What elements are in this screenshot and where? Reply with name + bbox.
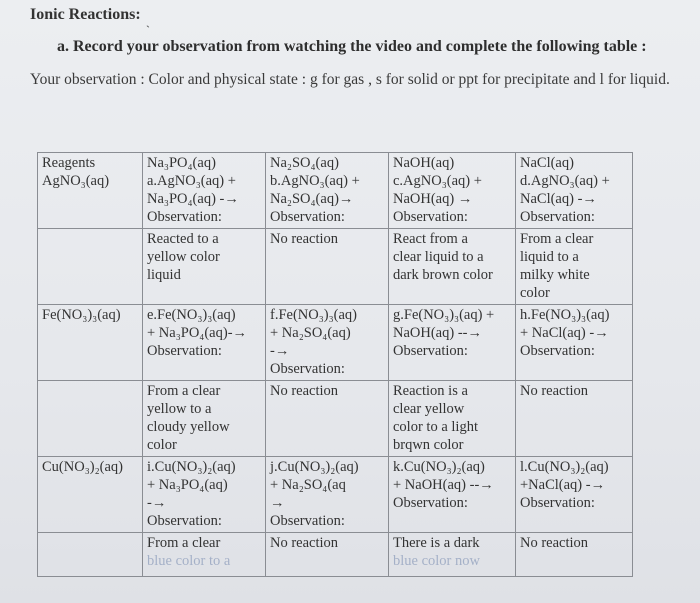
page-title: Ionic Reactions: [30, 6, 141, 23]
reagents-header-cell: Reagents AgNO₃(aq) [38, 153, 143, 229]
observation-cell-g[interactable]: Reaction is a clear yellow color to a light brqwn color [389, 381, 516, 457]
naoh-header-cell: NaOH(aq) c.AgNO₃(aq) + NaOH(aq) → Observation: [389, 153, 516, 229]
cursor-mark: ˎ [146, 14, 150, 28]
table-row [38, 305, 633, 381]
fe-reagent-cell: Fe(NO₃)₃(aq) [38, 305, 143, 381]
reaction-cell-l: l.Cu(NO₃)₂(aq) +NaCl(aq) -→ Observation: [516, 457, 633, 533]
observation-cell-l[interactable]: No reaction [516, 533, 633, 577]
observation-cell-h[interactable]: No reaction [516, 381, 633, 457]
observation-text: From a clear [147, 535, 221, 551]
table-row [38, 229, 633, 305]
observation-cell-c[interactable]: React from a clear liquid to a dark brown color [389, 229, 516, 305]
observation-cell-j[interactable]: No reaction [266, 533, 389, 577]
observation-cell-e[interactable]: From a clear yellow to a cloudy yellow color [143, 381, 266, 457]
table-row [38, 457, 633, 533]
reaction-cell-f: f.Fe(NO₃)₃(aq) + Na₂SO₄(aq) -→ Observation: [266, 305, 389, 381]
reaction-cell-e: e.Fe(NO₃)₃(aq) + Na₃PO₄(aq)-→ Observation: [143, 305, 266, 381]
empty-cell [38, 229, 143, 305]
ionic-reactions-table [37, 152, 633, 577]
reaction-cell-i: i.Cu(NO₃)₂(aq) + Na₃PO₄(aq) -→ Observation: [143, 457, 266, 533]
reaction-cell-h: h.Fe(NO₃)₃(aq) + NaCl(aq) -→ Observation: [516, 305, 633, 381]
observation-cell-d[interactable]: From a clear liquid to a milky white color [516, 229, 633, 305]
table-row [38, 381, 633, 457]
observation-cell-i[interactable] [143, 533, 266, 577]
observation-cell-k[interactable] [389, 533, 516, 577]
observation-cell-a[interactable]: Reacted to a yellow color liquid [143, 229, 266, 305]
cu-reagent-cell: Cu(NO₃)₂(aq) [38, 457, 143, 533]
reaction-cell-k: k.Cu(NO₃)₂(aq) + NaOH(aq) --→ Observation: [389, 457, 516, 533]
na2so4-header-cell: Na₂SO₄(aq) b.AgNO₃(aq) + Na₂SO₄(aq)→ Observation: [266, 153, 389, 229]
nacl-header-cell: NaCl(aq) d.AgNO₃(aq) + NaCl(aq) -→ Observation: [516, 153, 633, 229]
observation-cell-f[interactable]: No reaction [266, 381, 389, 457]
reaction-cell-g: g.Fe(NO₃)₃(aq) + NaOH(aq) --→ Observation: [389, 305, 516, 381]
observation-cell-b[interactable]: No reaction [266, 229, 389, 305]
reaction-cell-j: j.Cu(NO₃)₂(aq) + Na₂SO₄(aq → Observation: [266, 457, 389, 533]
na3po4-header-cell: Na₃PO₄(aq) a.AgNO₃(aq) + Na₃PO₄(aq) -→ Observation: [143, 153, 266, 229]
table-header-row [38, 153, 633, 229]
observation-note: Your observation : Color and physical state : g for gas , s for solid or ppt for precipitate and l for liquid. [30, 71, 670, 88]
empty-cell [38, 533, 143, 577]
empty-cell [38, 381, 143, 457]
instruction-text: a. Record your observation from watching the video and complete the following table : [57, 38, 647, 55]
table-row [38, 533, 633, 577]
cut-off-text: blue color now [393, 553, 480, 569]
cut-off-text: blue color to a [147, 553, 231, 569]
observation-text: There is a dark [393, 535, 480, 551]
